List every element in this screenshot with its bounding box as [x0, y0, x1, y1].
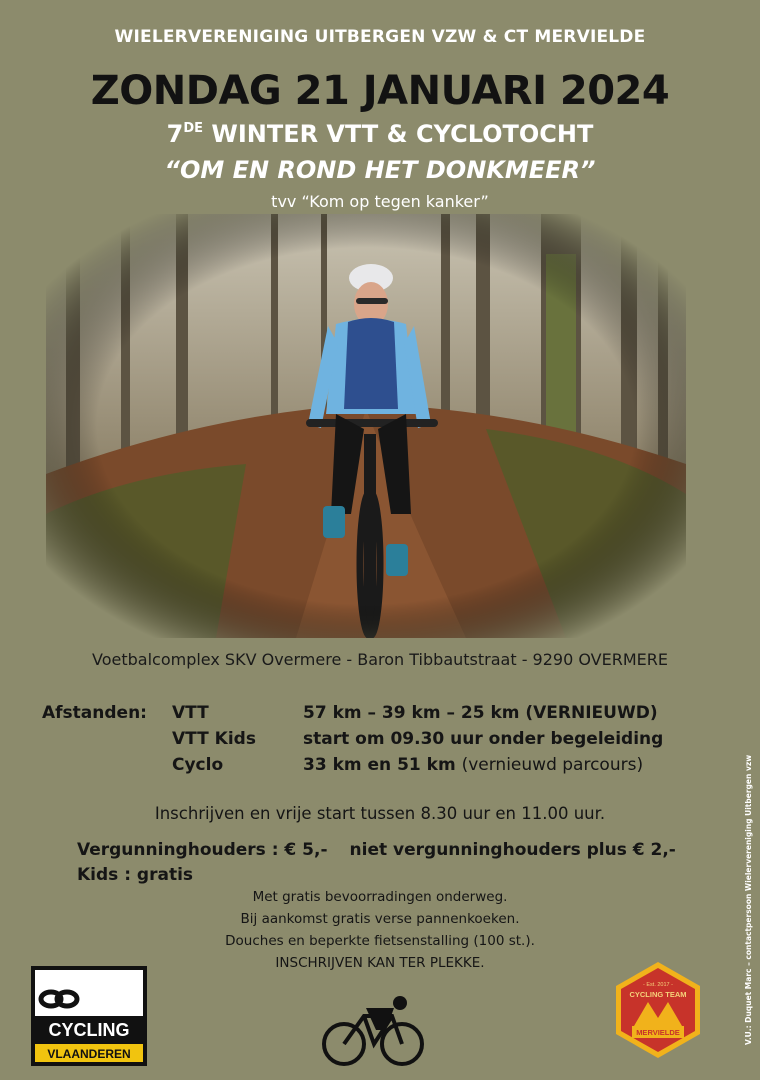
organizers-line: WIELERVERENIGING UITBERGEN VZW & CT MERVIELDE: [114, 27, 646, 47]
venue-address: Voetbalcomplex SKV Overmere - Baron Tibbautstraat - 9290 OVERMERE: [92, 650, 668, 669]
info-line-supplies: Met gratis bevoorradingen onderweg.: [252, 889, 508, 905]
distance-value-cyclo: [303, 755, 643, 775]
edition-name: WINTER VTT & CYCLOTOCHT: [211, 120, 594, 148]
cyclist-icon: [322, 994, 426, 1068]
cyclo-note: (vernieuwd parcours): [461, 755, 644, 775]
info-line-showers: Douches en beperkte fietsenstalling (100 st.).: [225, 933, 535, 949]
cycling-vlaanderen-line1: CYCLING: [48, 1020, 130, 1040]
event-slogan: “OM EN ROND HET DONKMEER”: [164, 156, 596, 184]
registration-times: Inschrijven en vrije start tussen 8.30 uur en 11.00 uur.: [154, 804, 606, 823]
event-date: ZONDAG 21 JANUARI 2024: [90, 68, 670, 114]
price-line: [77, 840, 676, 860]
distances-label: Afstanden:: [42, 703, 147, 723]
distance-name-vtt-kids: VTT Kids: [172, 729, 256, 749]
edition-number: 7: [166, 120, 184, 148]
info-line-pancakes: Bij aankomst gratis verse pannenkoeken.: [240, 911, 520, 927]
distance-name-vtt: VTT: [172, 703, 209, 723]
responsible-editor: V.U.: Duquet Marc – contactpersoon Wielervereniging Uitbergen vzw: [744, 754, 753, 1045]
cyclo-distances: 33 km en 51 km: [303, 755, 456, 775]
edition-title: [0, 120, 760, 148]
cycling-vlaanderen-logo: [31, 966, 147, 1066]
cyclist-forest-photo: [46, 214, 686, 638]
distance-value-vtt-kids: start om 09.30 uur onder begeleiding: [303, 729, 664, 749]
distance-value-vtt: 57 km – 39 km – 25 km (VERNIEUWD): [303, 703, 658, 723]
price-kids: Kids : gratis: [77, 865, 194, 885]
ctm-established: - Est. 2017 -: [643, 982, 673, 988]
cycling-team-mervielde-logo: [612, 960, 704, 1060]
cycling-vlaanderen-line2: VLAANDEREN: [47, 1047, 131, 1061]
edition-suffix: DE: [183, 121, 203, 136]
price-license-holders: Vergunninghouders : € 5,-: [77, 840, 328, 860]
info-line-onsite: INSCHRIJVEN KAN TER PLEKKE.: [275, 955, 485, 971]
charity-cause: tvv “Kom op tegen kanker”: [271, 192, 489, 211]
distance-name-cyclo: Cyclo: [172, 755, 224, 775]
ctm-place: MERVIELDE: [636, 1028, 680, 1037]
price-non-license: niet vergunninghouders plus € 2,-: [349, 840, 676, 860]
ctm-team-name: CYCLING TEAM: [629, 990, 687, 999]
